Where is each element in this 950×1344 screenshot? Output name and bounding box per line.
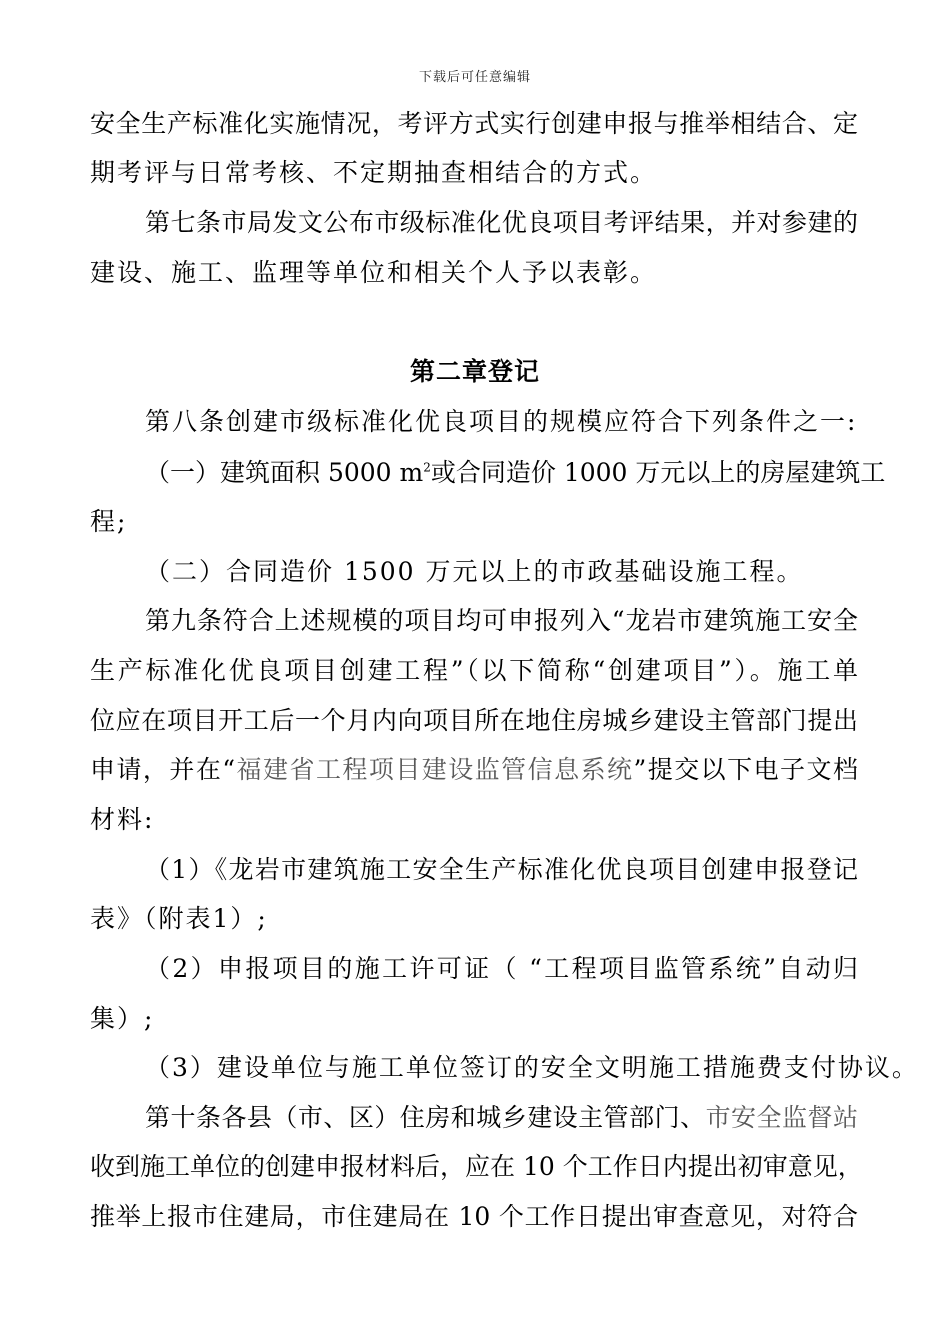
article-10-line	[145, 1103, 858, 1133]
material-1-line: （1）《龙岩市建筑施工安全生产标准化优良项目创建申报登记	[145, 855, 858, 884]
paragraph-line: 期考评与日常考核、不定期抽查相结合的方式。	[90, 158, 658, 187]
paragraph-line: 表》（附表1）;	[90, 904, 268, 933]
paragraph-line: 位应在项目开工后一个月内向项目所在地住房城乡建设主管部门提出	[90, 706, 858, 735]
material-3-line: （3）建设单位与施工单位签订的安全文明施工措施费支付协议。	[145, 1053, 919, 1082]
square-meter-superscript: 2	[423, 460, 431, 475]
paragraph-line: 材料:	[90, 805, 155, 834]
line-text: ”提交以下电子文档	[633, 755, 858, 784]
paragraph-line: 安全生产标准化实施情况，考评方式实行创建申报与推举相结合、定	[90, 109, 858, 138]
condition-1-text-b: 或合同造价 1000 万元以上的房屋建筑工	[430, 458, 886, 487]
paragraph-line: 推举上报市住建局，市住建局在 10 个工作日提出审查意见，对符合	[90, 1202, 858, 1231]
condition-1-line	[145, 458, 886, 488]
page-header-note: 下载后可任意编辑	[418, 70, 531, 85]
chapter-title: 第二章登记	[409, 357, 540, 386]
paragraph-line	[90, 755, 858, 785]
article-9-line: 第九条符合上述规模的项目均可申报列入“龙岩市建筑施工安全	[145, 606, 858, 635]
condition-1-text-a: （一）建筑面积 5000 m	[145, 458, 424, 487]
line-text: 第十条各县（市、区）住房和城乡建设主管部门、	[145, 1103, 706, 1132]
paragraph-line: 生产标准化优良项目创建工程”（以下简称“创建项目”）。施工单	[90, 656, 858, 685]
paragraph-line: 建设、施工、监理等单位和相关个人予以表彰。	[90, 258, 658, 287]
paragraph-line: 集）;	[90, 1004, 155, 1033]
material-2-line: （2）申报项目的施工许可证（ “工程项目监管系统”自动归	[145, 954, 858, 983]
condition-2-line: （二）合同造价 1500 万元以上的市政基础设施工程。	[145, 557, 804, 586]
line-text: 申请，并在“	[90, 755, 236, 784]
safety-station-link[interactable]: 市安全监督站	[705, 1103, 858, 1132]
paragraph-line: 程;	[90, 507, 128, 536]
article-8-line: 第八条创建市级标准化优良项目的规模应符合下列条件之一:	[145, 407, 858, 436]
article-7-line: 第七条市局发文公布市级标准化优良项目考评结果，并对参建的	[145, 208, 858, 237]
system-name-link[interactable]: 福建省工程项目建设监管信息系统	[235, 755, 634, 784]
paragraph-line: 收到施工单位的创建申报材料后，应在 10 个工作日内提出初审意见，	[90, 1152, 863, 1181]
